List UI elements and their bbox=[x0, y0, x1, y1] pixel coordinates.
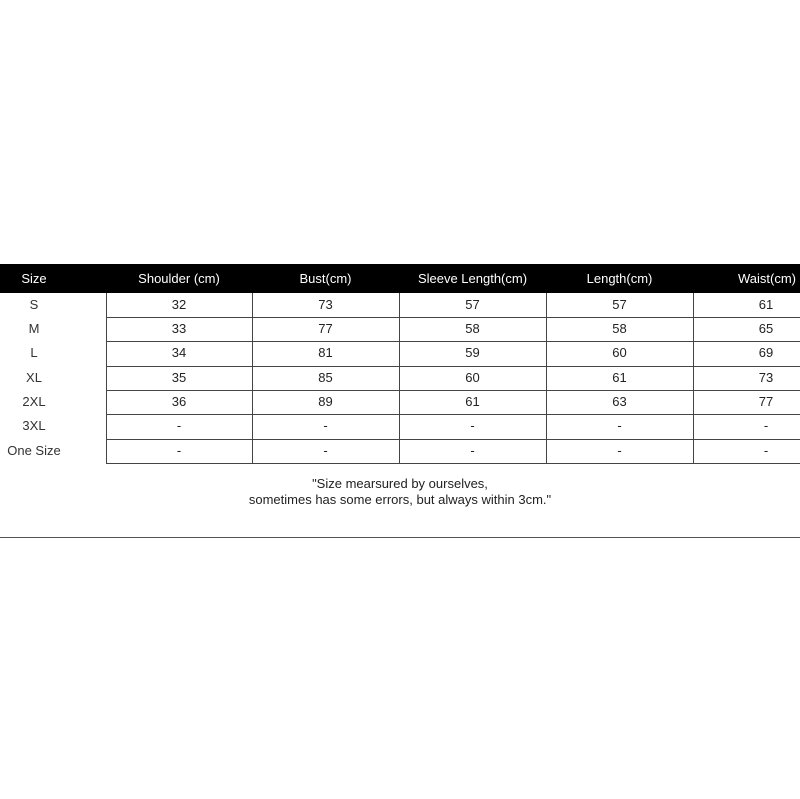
sleeve-length-value: 59 bbox=[465, 345, 480, 360]
shoulder-value: 35 bbox=[171, 370, 187, 385]
waist-value: 73 bbox=[758, 370, 774, 385]
length-value: 63 bbox=[612, 394, 627, 409]
header-waist: Waist(cm) bbox=[737, 271, 796, 286]
header-length: Length(cm) bbox=[586, 271, 653, 286]
grid-line bbox=[106, 463, 800, 464]
length-value: - bbox=[617, 443, 622, 458]
size-label: M bbox=[28, 321, 40, 336]
header-size: Size bbox=[21, 271, 47, 286]
length-value: 60 bbox=[612, 345, 627, 360]
sleeve-length-value: 58 bbox=[465, 321, 480, 336]
bust-value: - bbox=[323, 418, 328, 433]
size-label: 3XL bbox=[22, 418, 46, 433]
waist-value: 65 bbox=[758, 321, 774, 336]
table-row bbox=[0, 414, 800, 438]
sleeve-length-value: - bbox=[470, 418, 475, 433]
size-label: 2XL bbox=[22, 394, 46, 409]
bust-value: 89 bbox=[318, 394, 333, 409]
bust-value: 77 bbox=[318, 321, 333, 336]
shoulder-value: 36 bbox=[171, 394, 187, 409]
bust-value: 85 bbox=[318, 370, 333, 385]
shoulder-value: - bbox=[176, 443, 182, 458]
table-header-row bbox=[0, 264, 800, 293]
waist-value: - bbox=[763, 418, 769, 433]
shoulder-value: - bbox=[176, 418, 182, 433]
table-row bbox=[0, 293, 800, 317]
bust-value: 73 bbox=[318, 297, 333, 312]
size-label: L bbox=[30, 345, 38, 360]
size-label: One Size bbox=[7, 443, 61, 458]
length-value: 61 bbox=[612, 370, 627, 385]
table-row bbox=[0, 390, 800, 414]
waist-value: 77 bbox=[758, 394, 774, 409]
sleeve-length-value: 57 bbox=[465, 297, 480, 312]
length-value: 58 bbox=[612, 321, 627, 336]
size-label: XL bbox=[26, 370, 42, 385]
length-value: - bbox=[617, 418, 622, 433]
measurement-disclaimer bbox=[0, 476, 800, 508]
size-label: S bbox=[29, 297, 39, 312]
sleeve-length-value: 61 bbox=[465, 394, 480, 409]
divider bbox=[0, 537, 800, 538]
length-value: 57 bbox=[612, 297, 627, 312]
table-row bbox=[0, 317, 800, 341]
waist-value: 69 bbox=[758, 345, 774, 360]
header-shoulder: Shoulder (cm) bbox=[138, 271, 220, 286]
table-row bbox=[0, 341, 800, 365]
header-bust: Bust(cm) bbox=[299, 271, 352, 286]
waist-value: 61 bbox=[758, 297, 774, 312]
shoulder-value: 33 bbox=[171, 321, 187, 336]
sleeve-length-value: 60 bbox=[465, 370, 480, 385]
shoulder-value: 34 bbox=[171, 345, 187, 360]
disclaimer-line-2: sometimes has some errors, but always within 3cm." bbox=[248, 492, 552, 507]
sleeve-length-value: - bbox=[470, 443, 475, 458]
shoulder-value: 32 bbox=[171, 297, 187, 312]
disclaimer-line-1: "Size mearsured by ourselves, bbox=[312, 476, 488, 491]
bust-value: 81 bbox=[318, 345, 333, 360]
waist-value: - bbox=[763, 443, 769, 458]
table-row bbox=[0, 366, 800, 390]
table-body bbox=[0, 293, 800, 464]
header-sleeve-length: Sleeve Length(cm) bbox=[417, 271, 528, 286]
table-row bbox=[0, 439, 800, 463]
bust-value: - bbox=[323, 443, 328, 458]
